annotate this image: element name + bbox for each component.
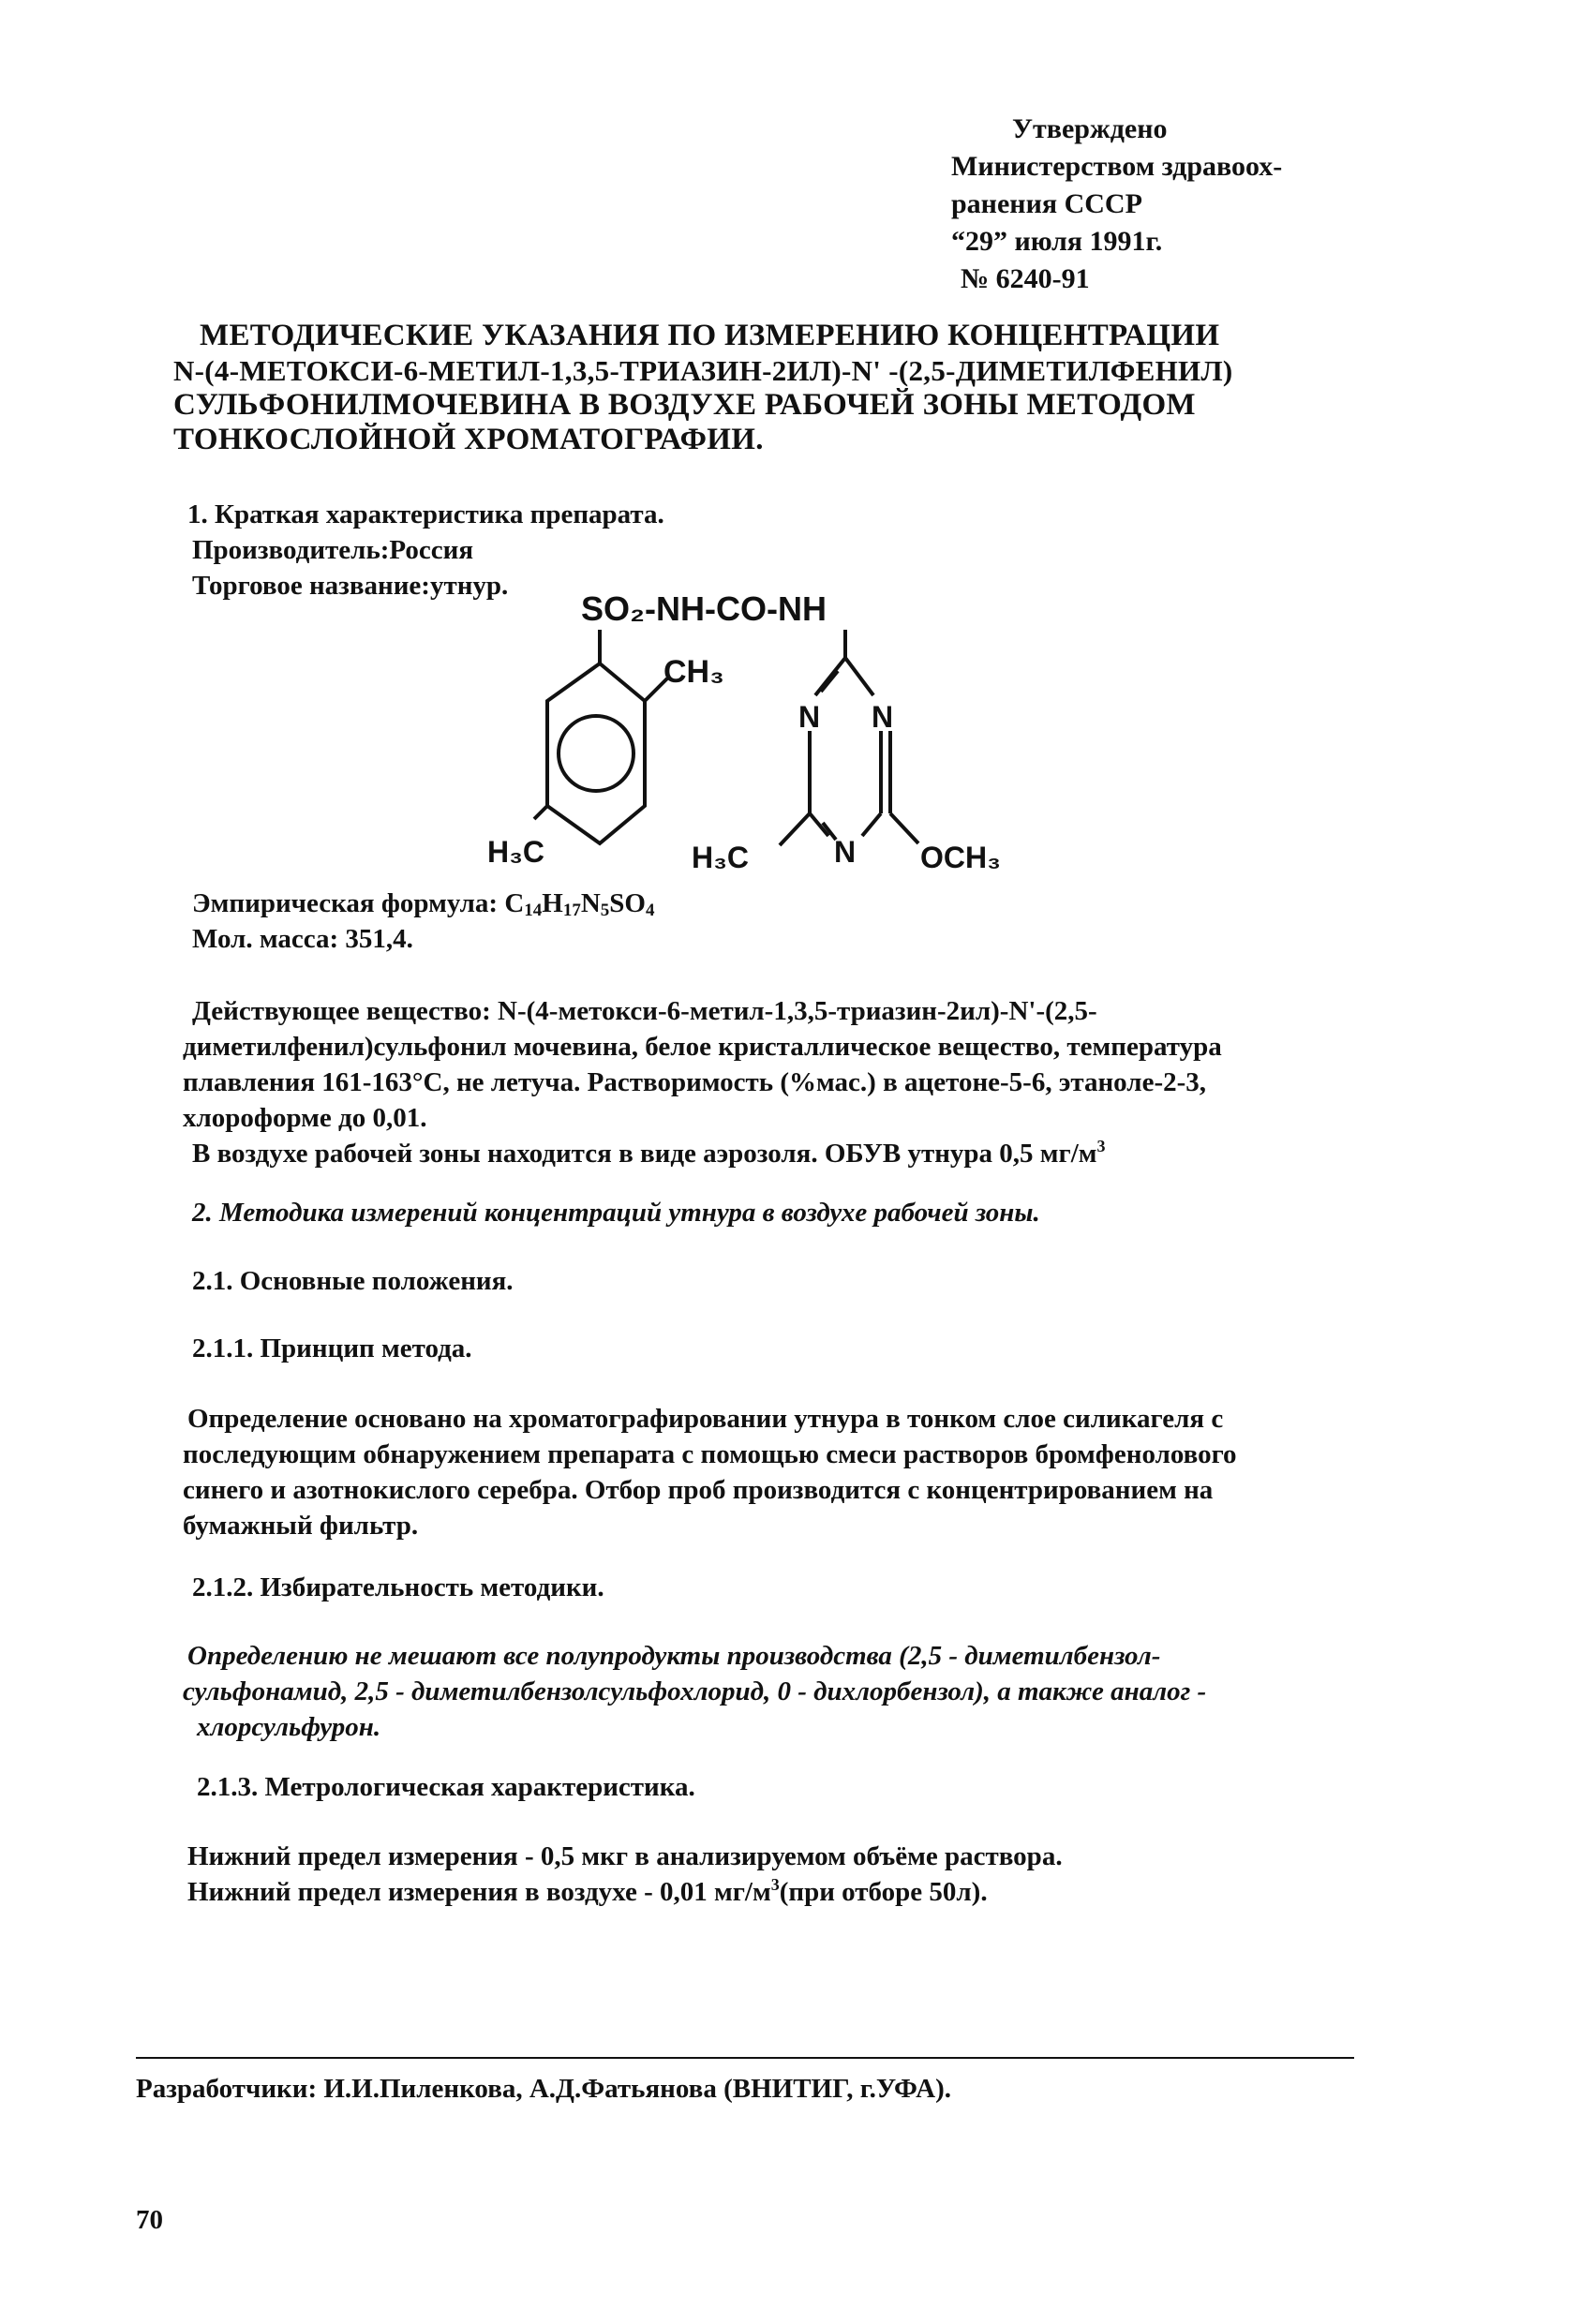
formula-h-count: 17 xyxy=(562,901,581,920)
active-line-5-sup: 3 xyxy=(1096,1137,1106,1155)
section-2-1-1-heading: 2.1.1. Принцип метода. xyxy=(192,1333,472,1363)
selectivity-line-1: Определению не мешают все полупродукты производства (2,5 - диметилбензол- xyxy=(187,1641,1161,1671)
active-line-2: диметилфенил)сульфонил мочевина, белое кристаллическое вещество, температура xyxy=(183,1032,1222,1062)
manufacturer: Производитель:Россия xyxy=(192,535,474,565)
metrology-line-2-text: Нижний предел измерения в воздухе - 0,01 мг/м xyxy=(187,1877,771,1907)
footer-divider xyxy=(136,2057,1354,2059)
title-line-2: N-(4-МЕТОКСИ-6-МЕТИЛ-1,3,5-ТРИАЗИН-2ИЛ)-N' -(2,5-ДИМЕТИЛФЕНИЛ) xyxy=(173,354,1233,387)
selectivity-line-3: хлорсульфурон. xyxy=(197,1712,381,1742)
metrology-paragraph xyxy=(187,1839,1063,1910)
formula-n: N xyxy=(580,888,601,918)
principle-paragraph xyxy=(183,1401,1237,1543)
trade-name: Торговое название:утнур. xyxy=(192,571,509,601)
developers-credit: Разработчики: И.И.Пиленкова, А.Д.Фатьянова (ВНИТИГ, г.УФА). xyxy=(136,2074,951,2104)
ch3-group: CH₃ xyxy=(663,654,724,690)
molecular-mass: Мол. масса: 351,4. xyxy=(192,924,413,954)
empirical-formula xyxy=(192,886,654,921)
triazine-n-left: N xyxy=(798,700,821,734)
structure-top-group: SO₂-NH-CO-NH xyxy=(581,589,827,628)
title-line-1: МЕТОДИЧЕСКИЕ УКАЗАНИЯ ПО ИЗМЕРЕНИЮ КОНЦЕНТРАЦИИ xyxy=(200,319,1220,352)
principle-line-3: синего и азотнокислого серебра. Отбор проб производится с концентрированием на xyxy=(183,1475,1214,1505)
active-line-1: Действующее вещество: N-(4-метокси-6-метил-1,3,5-триазин-2ил)-N'-(2,5- xyxy=(192,996,1097,1026)
formula-n-count: 5 xyxy=(600,901,610,920)
principle-line-2: последующим обнаружением препарата с помощью смеси растворов бромфенолового xyxy=(183,1439,1237,1469)
approval-line-3: ранения СССР xyxy=(951,188,1142,219)
och3-group: OCH₃ xyxy=(920,841,1001,874)
approval-line-4: “29” июля 1991г. xyxy=(951,226,1163,257)
principle-line-4: бумажный фильтр. xyxy=(183,1511,419,1541)
title-line-3: СУЛЬФОНИЛМОЧЕВИНА В ВОЗДУХЕ РАБОЧЕЙ ЗОНЫ МЕТОДОМ xyxy=(173,388,1196,422)
h3c-mid-group: H₃C xyxy=(692,841,750,874)
active-line-5-text: В воздухе рабочей зоны находится в виде аэрозоля. ОБУВ утнура 0,5 мг/м xyxy=(192,1139,1097,1169)
chemical-structure xyxy=(450,581,1050,890)
active-line-3: плавления 161-163°С, не летуча. Растворимость (%мас.) в ацетоне-5-6, этаноле-2-3, xyxy=(183,1067,1207,1097)
metrology-line-1: Нижний предел измерения - 0,5 мкг в анализируемом объёме раствора. xyxy=(187,1841,1063,1871)
approval-block xyxy=(951,111,1282,298)
triazine-ring xyxy=(780,630,918,845)
section1-heading: 1. Краткая характеристика препарата. xyxy=(187,499,664,529)
section-2-1-2-heading: 2.1.2. Избирательность методики. xyxy=(192,1572,604,1602)
active-substance-paragraph xyxy=(183,993,1222,1171)
metrology-line-2 xyxy=(187,1874,1063,1910)
selectivity-line-2: сульфонамид, 2,5 - диметилбензолсульфохлорид, 0 - дихлорбензол), а также аналог - xyxy=(183,1676,1207,1706)
benzene-ring xyxy=(534,630,667,843)
h3c-left-group: H₃C xyxy=(487,835,545,869)
title-line-4: ТОНКОСЛОЙНОЙ ХРОМАТОГРАФИИ. xyxy=(173,423,764,456)
triazine-n-bottom: N xyxy=(834,835,857,869)
metrology-line-2-end: (при отборе 50л). xyxy=(779,1877,988,1907)
approval-number: № 6240-91 xyxy=(961,263,1090,294)
section-2-1-3-heading: 2.1.3. Метрологическая характеристика. xyxy=(197,1772,695,1802)
page-number: 70 xyxy=(136,2205,163,2235)
section-2-1-heading: 2.1. Основные положения. xyxy=(192,1266,514,1296)
active-line-5 xyxy=(192,1136,1222,1171)
approval-line-1: Утверждено xyxy=(1012,113,1168,144)
formula-o-count: 4 xyxy=(645,901,655,920)
active-line-4: хлороформе до 0,01. xyxy=(183,1103,427,1133)
principle-line-1: Определение основано на хроматографировании утнура в тонком слое силикагеля с xyxy=(187,1404,1224,1434)
selectivity-paragraph xyxy=(183,1638,1207,1745)
formula-c-count: 14 xyxy=(524,901,543,920)
formula-so: SO xyxy=(609,888,646,918)
formula-c: C xyxy=(504,888,525,918)
approval-line-2: Министерством здравоох- xyxy=(951,151,1283,182)
formula-h: H xyxy=(542,888,563,918)
metrology-line-2-sup: 3 xyxy=(770,1875,780,1894)
document-title xyxy=(173,319,1232,457)
section2-heading: 2. Методика измерений концентраций утнура в воздухе рабочей зоны. xyxy=(192,1198,1040,1228)
triazine-n-right: N xyxy=(872,700,894,734)
formula-label: Эмпирическая формула: xyxy=(192,888,505,918)
